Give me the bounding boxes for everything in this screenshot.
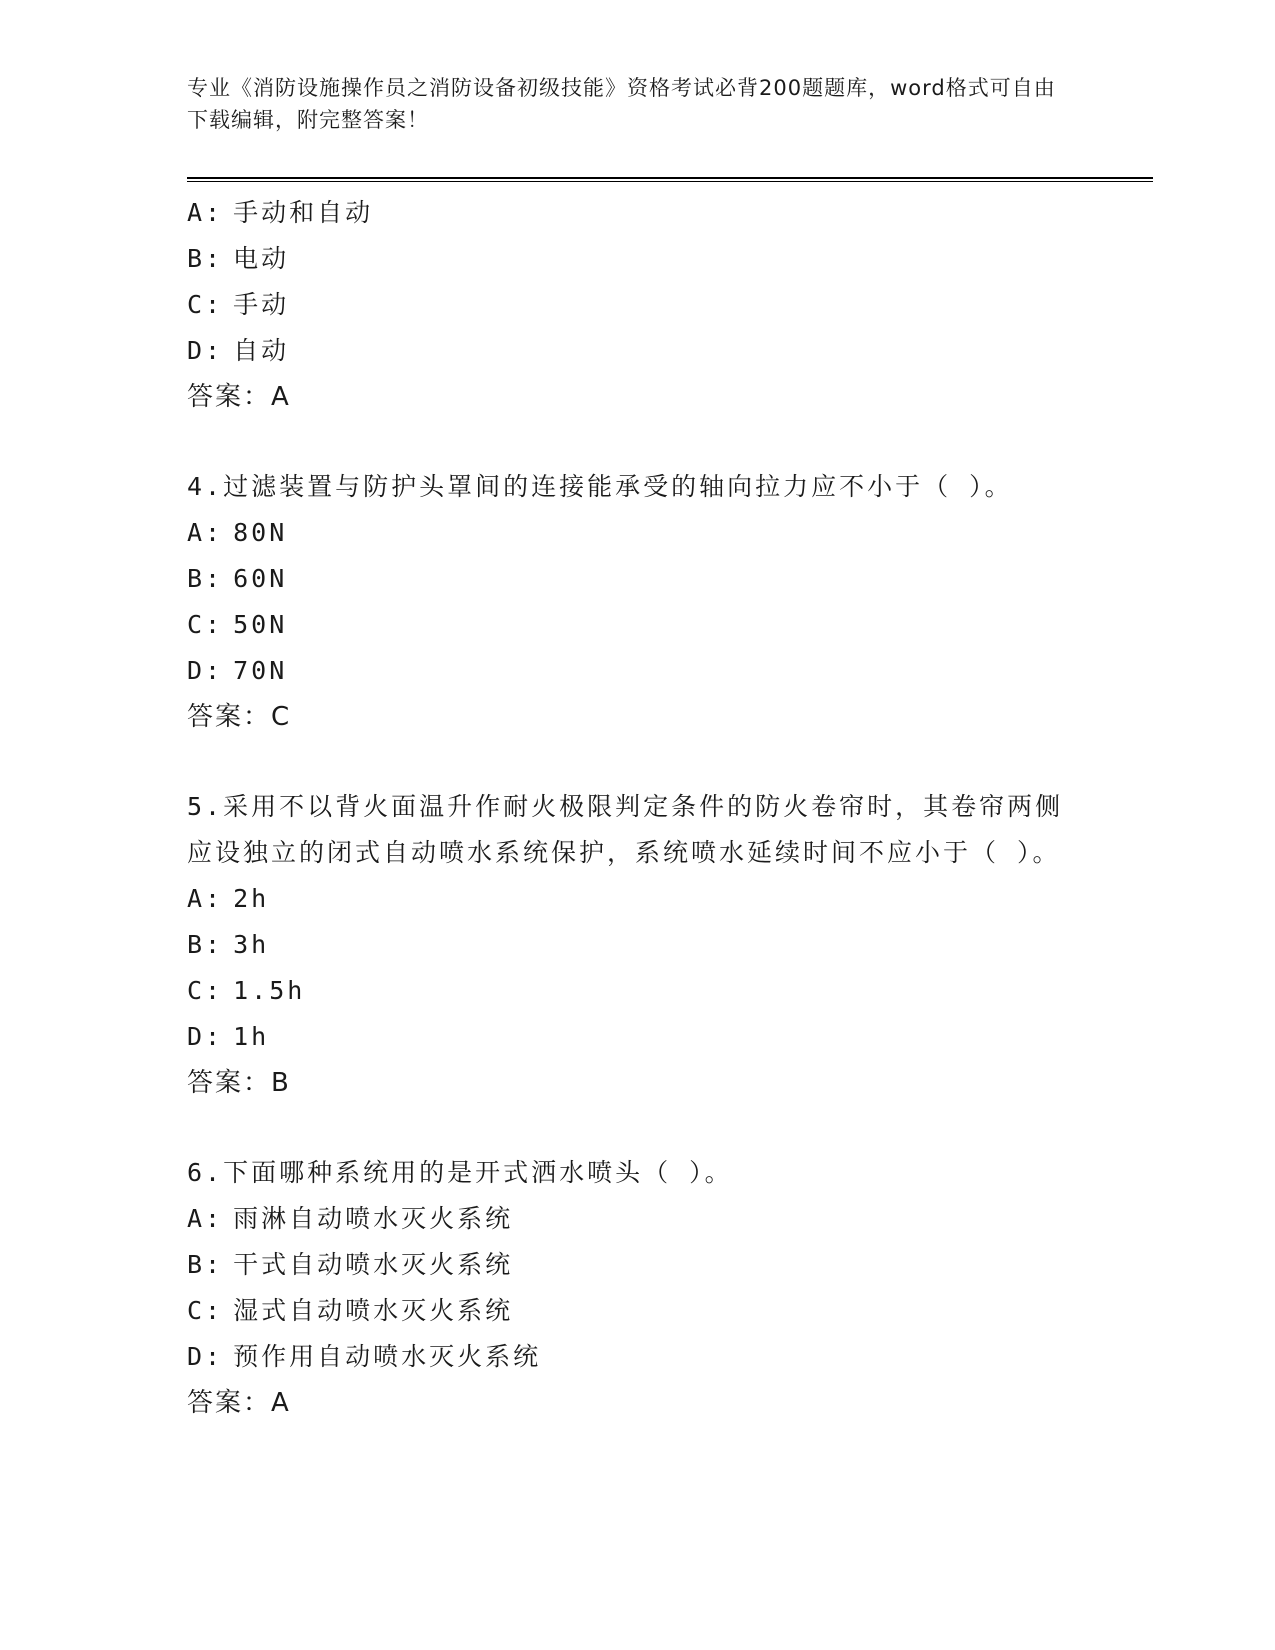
option-letter: D:	[187, 1022, 224, 1051]
option-text: 70N	[233, 656, 288, 685]
question-stem: 5.采用不以背火面温升作耐火极限判定条件的防火卷帘时，其卷帘两侧应设独立的闭式自动喷水系统保护，系统喷水延续时间不应小于（ ）。	[187, 792, 1064, 867]
option-text: 手动和自动	[233, 198, 374, 227]
option-b	[187, 922, 1067, 968]
option-text: 自动	[233, 336, 290, 365]
option-letter: C:	[187, 976, 224, 1005]
option-text: 预作用自动喷水灭火系统	[233, 1342, 542, 1371]
answer-label: 答案：A	[187, 382, 291, 412]
option-letter: A:	[187, 1204, 224, 1233]
option-text: 80N	[233, 518, 288, 547]
option-c	[187, 282, 1067, 328]
option-letter: B:	[187, 564, 224, 593]
option-b	[187, 1242, 1067, 1288]
option-letter: A:	[187, 518, 224, 547]
answer-label: 答案：B	[187, 1068, 291, 1098]
question-3	[187, 190, 1067, 420]
option-d	[187, 1334, 1067, 1380]
option-letter: D:	[187, 656, 224, 685]
option-letter: A:	[187, 198, 224, 227]
question-6	[187, 1150, 1067, 1426]
option-text: 50N	[233, 610, 288, 639]
option-letter: B:	[187, 1250, 224, 1279]
option-c	[187, 1288, 1067, 1334]
option-text: 1.5h	[233, 976, 306, 1005]
option-letter: C:	[187, 610, 224, 639]
option-b	[187, 556, 1067, 602]
option-a	[187, 190, 1067, 236]
page-header-title: 专业《消防设施操作员之消防设备初级技能》资格考试必背200题题库，word格式可自由下载编辑，附完整答案！	[187, 76, 1056, 132]
question-stem: 6.下面哪种系统用的是开式洒水喷头（ ）。	[187, 1158, 733, 1187]
answer-label: 答案：C	[187, 702, 292, 732]
option-letter: C:	[187, 290, 224, 319]
answer-label: 答案：A	[187, 1388, 291, 1418]
option-d	[187, 328, 1067, 374]
question-5	[187, 784, 1067, 1106]
option-text: 电动	[233, 244, 290, 273]
option-letter: C:	[187, 1296, 224, 1325]
option-a	[187, 1196, 1067, 1242]
option-letter: D:	[187, 1342, 224, 1371]
option-c	[187, 968, 1067, 1014]
option-text: 3h	[233, 930, 270, 959]
option-d	[187, 648, 1067, 694]
header-divider	[187, 177, 1153, 182]
option-letter: B:	[187, 244, 224, 273]
option-letter: A:	[187, 884, 224, 913]
option-b	[187, 236, 1067, 282]
option-letter: B:	[187, 930, 224, 959]
option-a	[187, 510, 1067, 556]
option-text: 干式自动喷水灭火系统	[233, 1250, 514, 1279]
question-4	[187, 464, 1067, 740]
option-c	[187, 602, 1067, 648]
option-text: 60N	[233, 564, 288, 593]
question-stem: 4.过滤装置与防护头罩间的连接能承受的轴向拉力应不小于（ ）。	[187, 472, 1013, 501]
option-text: 1h	[233, 1022, 270, 1051]
option-text: 2h	[233, 884, 270, 913]
option-d	[187, 1014, 1067, 1060]
option-text: 湿式自动喷水灭火系统	[233, 1296, 514, 1325]
question-list	[187, 190, 1067, 1426]
option-text: 雨淋自动喷水灭火系统	[233, 1204, 514, 1233]
option-letter: D:	[187, 336, 224, 365]
option-a	[187, 876, 1067, 922]
option-text: 手动	[233, 290, 290, 319]
